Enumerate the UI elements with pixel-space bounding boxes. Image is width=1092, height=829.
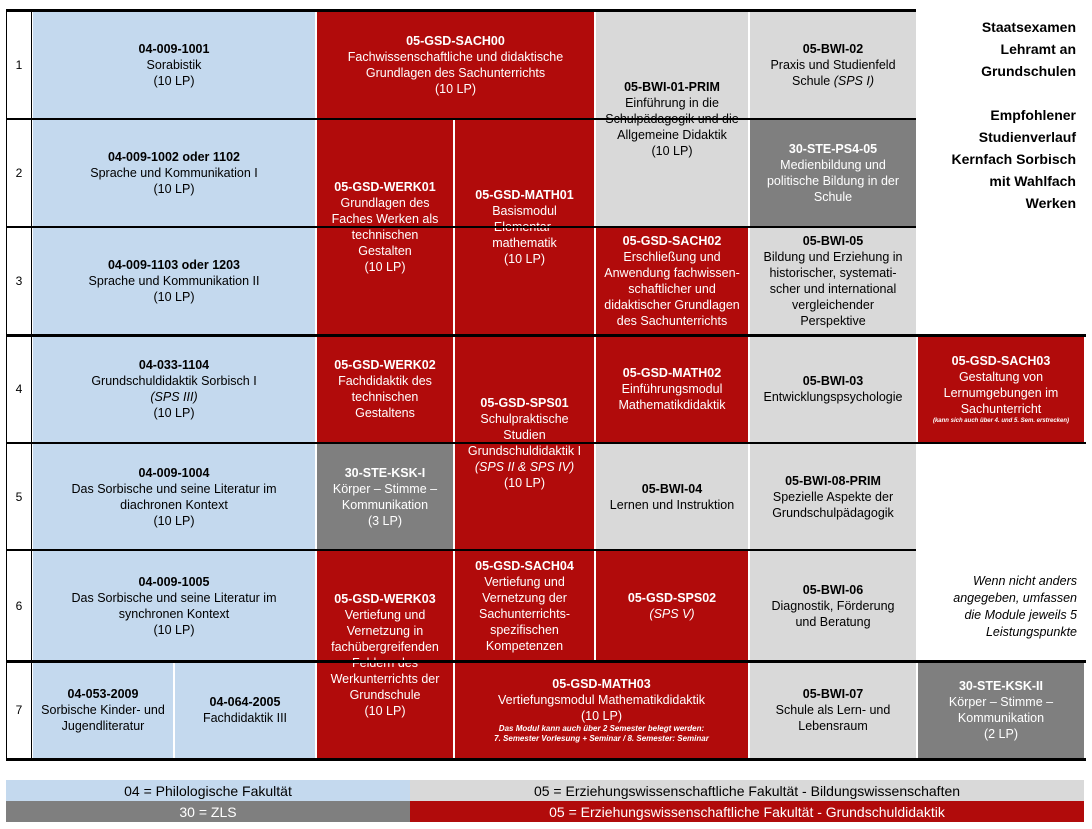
module-sps: (SPS I) — [833, 74, 874, 88]
module-code: 30-STE-KSK-II — [958, 679, 1044, 693]
module-line: Kommunikation — [341, 497, 429, 512]
row-divider — [6, 758, 1086, 761]
module-code: 05-BWI-08-PRIM — [785, 473, 881, 488]
module-line: Lernumgebungen im — [943, 386, 1059, 400]
module-04-009-1005 — [32, 550, 316, 661]
module-code: 05-GSD-WERK01 — [334, 180, 436, 194]
module-title: Grundlagen des Sachunterrichts — [365, 66, 546, 80]
module-04-009-1001 — [32, 11, 316, 119]
module-title: Entwicklungspsychologie — [763, 390, 903, 404]
semester-7: 7 — [6, 661, 32, 759]
module-lp: (10 LP) — [153, 513, 195, 528]
module-code: 04-009-1103 oder 1203 — [107, 258, 241, 272]
module-lp: (10 LP) — [153, 622, 195, 637]
module-line: historischer, systemati- — [769, 266, 897, 280]
module-line: Vernetzung in — [346, 623, 424, 638]
legend-grundschuldidaktik: 05 = Erziehungswissenschaftliche Fakultät - Grundschuldidaktik — [410, 801, 1084, 822]
module-05-bwi-04 — [595, 443, 749, 550]
module-line: Bildung und Erziehung in — [763, 250, 903, 264]
row-divider — [6, 9, 916, 12]
module-05-gsd-sach03 — [917, 335, 1085, 443]
module-line: Allgemeine Didaktik — [617, 128, 727, 142]
module-code: 05-BWI-04 — [641, 481, 703, 496]
row-divider — [6, 442, 1086, 444]
module-05-gsd-sps02 — [595, 550, 749, 661]
module-code: 04-009-1002 oder 1102 — [107, 150, 241, 164]
page-subtitle — [920, 104, 1076, 214]
module-title: diachronen Kontext — [120, 497, 228, 512]
module-05-gsd-werk02 — [316, 335, 454, 443]
module-line: spezifischen — [490, 622, 559, 637]
module-code: 05-GSD-MATH01 — [475, 188, 574, 202]
module-line: des Sachunterrichts — [616, 314, 728, 328]
module-note: Das Modul kann auch über 2 Semester belegt werden: — [498, 724, 705, 733]
module-line: Kompetenzen — [485, 638, 564, 653]
module-lp: (10 LP) — [153, 290, 195, 304]
module-05-gsd-sach02 — [595, 227, 749, 335]
module-note: 7. Semester Vorlesung + Seminar / 8. Semester: Seminar — [494, 734, 709, 743]
module-lp: (3 LP) — [367, 513, 403, 528]
module-line: scher und international — [769, 282, 897, 296]
module-04-009-1004 — [32, 443, 316, 550]
module-04-053-2009 — [32, 661, 174, 759]
module-lp: (10 LP) — [364, 260, 406, 274]
module-title: Praxis und Studienfeld — [770, 58, 896, 72]
module-05-bwi-05 — [749, 227, 917, 335]
module-line: Fachdidaktik des — [338, 374, 432, 388]
module-line: Körper – Stimme – — [948, 695, 1054, 709]
module-line: Gestalten — [358, 244, 412, 258]
module-title: Das Sorbische und seine Literatur im — [71, 590, 277, 605]
module-code: 05-GSD-MATH03 — [552, 677, 651, 691]
module-line: und Beratung — [795, 614, 871, 629]
module-line: Vertiefung und — [344, 607, 426, 622]
module-code: 05-GSD-SPS01 — [480, 395, 569, 410]
module-code: 05-BWI-05 — [802, 234, 864, 248]
module-note: (kann sich auch über 4. und 5. Sem. erstrecken) — [932, 418, 1070, 424]
module-code: 05-GSD-SACH00 — [406, 34, 505, 48]
module-code: 05-GSD-SACH04 — [475, 558, 574, 573]
module-line: Einführung in die — [625, 96, 719, 110]
note-line: die Module jeweils 5 — [964, 608, 1077, 622]
module-lp: (10 LP) — [153, 182, 195, 196]
module-30-ste-ksk-ii — [917, 661, 1085, 759]
subtitle-line: Studienverlauf — [978, 129, 1076, 145]
title-line: Grundschulen — [981, 63, 1076, 79]
module-title: Vertiefungsmodul Mathematikdidaktik — [497, 693, 706, 707]
subtitle-line: Empfohlener — [990, 107, 1076, 123]
module-lp: (10 LP) — [504, 252, 545, 266]
module-code: 05-BWI-07 — [802, 687, 864, 701]
module-title: synchronen Kontext — [118, 606, 230, 621]
module-05-bwi-08-prim — [749, 443, 917, 550]
module-line: didaktischer Grundlagen — [604, 298, 740, 312]
module-code: 05-BWI-03 — [802, 374, 864, 388]
module-title: Schule — [791, 74, 831, 88]
module-code: 30-STE-KSK-I — [344, 465, 426, 480]
module-code: 04-009-1001 — [138, 42, 210, 56]
module-04-033-1104 — [32, 335, 316, 443]
module-code: 04-009-1005 — [138, 574, 210, 589]
module-30-ste-ksk-i — [316, 443, 454, 550]
legend-zls: 30 = ZLS — [6, 801, 410, 822]
module-lp: (10 LP) — [153, 406, 195, 420]
module-lp: (10 LP) — [581, 709, 622, 723]
semester-3: 3 — [6, 227, 32, 335]
module-line: mathematik — [492, 236, 557, 250]
module-05-bwi-02 — [749, 11, 917, 119]
module-code: 04-064-2005 — [209, 695, 281, 709]
module-line: technischen — [351, 390, 419, 404]
title-line: Lehramt an — [1000, 41, 1076, 57]
module-line: Vernetzung der — [482, 590, 567, 605]
module-line: Gestaltung von — [958, 370, 1044, 384]
module-line: Faches Werken als — [331, 212, 439, 226]
subtitle-line: Kernfach Sorbisch — [951, 151, 1076, 167]
semester-4: 4 — [6, 335, 32, 443]
semester-5: 5 — [6, 443, 32, 550]
module-title: Jugendliteratur — [61, 719, 145, 733]
module-sps: (SPS III) — [150, 390, 198, 404]
module-title: Sprache und Kommunikation I — [90, 166, 258, 180]
credit-note — [920, 573, 1077, 641]
module-30-ste-ps4-05 — [749, 119, 917, 227]
legend-bildungswissenschaften: 05 = Erziehungswissenschaftliche Fakultät - Bildungswissenschaften — [410, 780, 1084, 801]
module-line: Gestaltens — [355, 406, 415, 420]
module-05-gsd-werk03 — [316, 550, 454, 759]
row-divider — [6, 660, 1086, 663]
module-line: Anwendung fachwissen- — [604, 266, 740, 280]
module-04-064-2005 — [174, 661, 316, 759]
module-lp: (10 LP) — [435, 82, 476, 96]
module-code: 05-BWI-02 — [802, 42, 864, 56]
module-lp: (10 LP) — [153, 74, 195, 88]
module-code: 05-BWI-06 — [802, 582, 864, 597]
module-05-gsd-sach04 — [454, 550, 595, 661]
module-title: Fachdidaktik III — [202, 711, 288, 725]
module-lp: (10 LP) — [651, 144, 693, 158]
note-line: angegeben, umfassen — [953, 591, 1077, 605]
module-lp: (10 LP) — [504, 475, 545, 490]
module-05-bwi-03 — [749, 335, 917, 443]
subtitle-line: mit Wahlfach — [989, 173, 1076, 189]
module-line: Mathematikdidaktik — [618, 398, 726, 412]
module-line: Kommunikation — [957, 711, 1045, 725]
title-line: Staatsexamen — [981, 19, 1076, 35]
module-04-009-1103 — [32, 227, 316, 335]
module-sps: (SPS II & SPS IV) — [474, 459, 575, 474]
module-title: Lernen und Instruktion — [609, 497, 735, 512]
module-title: Sprache und Kommunikation II — [88, 274, 260, 288]
module-line: Einführungsmodul — [621, 382, 723, 396]
module-04-009-1002 — [32, 119, 316, 227]
module-code: 05-GSD-SPS02 — [627, 590, 717, 605]
module-line: Sachunterricht — [960, 402, 1042, 416]
row-divider — [6, 118, 916, 120]
module-code: 05-GSD-SACH02 — [622, 234, 722, 248]
row-divider — [6, 549, 916, 551]
module-line: vergleichender — [792, 298, 874, 312]
module-line: schaftlicher und — [628, 282, 716, 296]
module-05-gsd-sach00 — [316, 11, 595, 119]
module-05-bwi-06 — [749, 550, 917, 661]
module-line: technischen — [351, 228, 419, 242]
module-05-gsd-math03 — [454, 661, 749, 759]
legend-philologie: 04 = Philologische Fakultät — [6, 780, 410, 801]
module-line: politische Bildung in der — [766, 174, 900, 188]
module-lp: (10 LP) — [364, 703, 406, 718]
module-code: 05-GSD-WERK02 — [334, 358, 436, 372]
module-line: Medienbildung und — [780, 158, 886, 172]
row-divider — [6, 226, 916, 228]
module-line: Sachunterrichts- — [478, 606, 570, 621]
module-line: Spezielle Aspekte der — [772, 489, 894, 504]
semester-2: 2 — [6, 119, 32, 227]
module-line: Schulpraktische — [480, 411, 569, 426]
module-line: Lebensraum — [798, 719, 868, 733]
module-line: Perspektive — [800, 314, 866, 328]
module-code: 04-009-1004 — [138, 465, 210, 480]
subtitle-line: Werken — [1025, 195, 1076, 211]
module-sps: (SPS V) — [649, 606, 695, 621]
note-line: Leistungspunkte — [985, 625, 1077, 639]
module-title: Sorbische Kinder- und — [41, 703, 165, 717]
module-code: 04-033-1104 — [138, 358, 210, 372]
semester-6: 6 — [6, 550, 32, 661]
semester-1: 1 — [6, 11, 32, 119]
module-05-gsd-math02 — [595, 335, 749, 443]
module-code: 05-BWI-01-PRIM — [624, 80, 720, 94]
module-line: Schule als Lern- und — [775, 703, 891, 717]
module-line: fachübergreifenden — [331, 639, 439, 654]
module-line: Diagnostik, Förderung — [771, 598, 895, 613]
module-code: 05-GSD-SACH03 — [951, 354, 1051, 368]
module-title: Sorabistik — [146, 58, 202, 72]
module-line: Erschließung und — [623, 250, 721, 264]
module-line: Grundlagen des — [340, 196, 430, 210]
module-title: Das Sorbische und seine Literatur im — [71, 481, 277, 496]
module-line: Werkunterrichts der — [330, 671, 440, 686]
module-line: Studien — [503, 427, 546, 442]
module-title: Fachwissenschaftliche und didaktische — [347, 50, 564, 64]
module-line: Grundschuldidaktik I — [467, 443, 582, 458]
module-code: 05-GSD-WERK03 — [334, 591, 436, 606]
page-title — [920, 16, 1076, 82]
module-line: Vertiefung und — [484, 574, 565, 589]
module-title: Grundschuldidaktik Sorbisch I — [91, 374, 257, 388]
module-line: Körper – Stimme – — [332, 481, 438, 496]
module-line: Basismodul — [492, 204, 557, 218]
module-05-bwi-07 — [749, 661, 917, 759]
module-lp: (2 LP) — [983, 727, 1019, 741]
module-code: 05-GSD-MATH02 — [622, 366, 722, 380]
module-line: Grundschule — [349, 687, 421, 702]
module-code: 30-STE-PS4-05 — [788, 142, 878, 156]
module-code: 04-053-2009 — [67, 687, 139, 701]
row-divider — [6, 334, 1086, 337]
module-line: Grundschulpädagogik — [772, 505, 894, 520]
note-line: Wenn nicht anders — [973, 574, 1077, 588]
module-line: Schule — [813, 190, 853, 204]
